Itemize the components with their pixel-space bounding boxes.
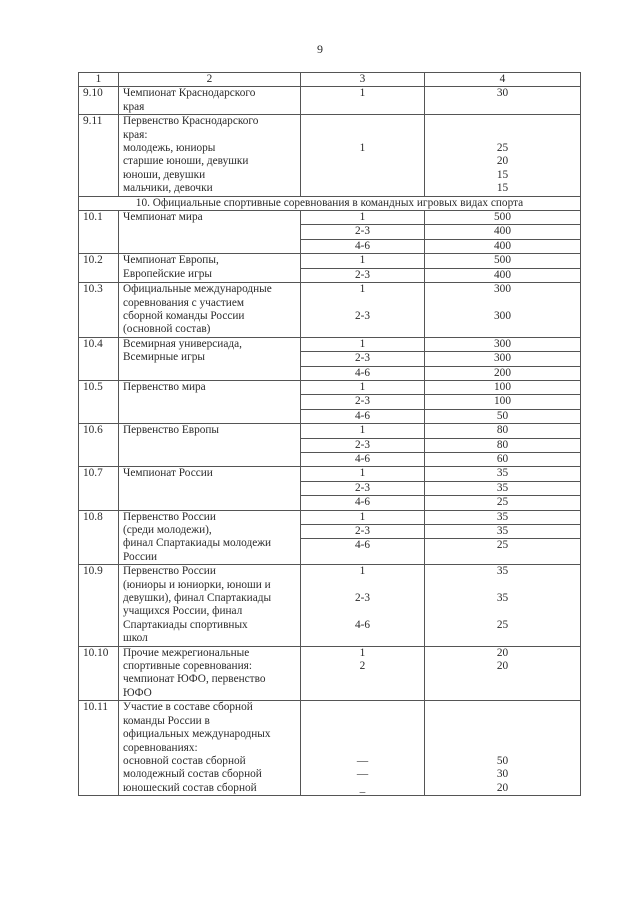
header-cell-3: 3 bbox=[301, 73, 425, 87]
row-number: 10.6 bbox=[79, 424, 119, 467]
points-cell: 400 bbox=[425, 268, 581, 282]
row-number: 10.1 bbox=[79, 211, 119, 254]
place-cell: 1 bbox=[301, 115, 425, 196]
place-cell: 4-6 bbox=[301, 539, 425, 565]
table-row bbox=[79, 380, 581, 394]
place-cell: 4-6 bbox=[301, 239, 425, 253]
row-number: 10.5 bbox=[79, 380, 119, 423]
event-name: Чемпионат мира bbox=[119, 211, 301, 254]
row-number: 9.10 bbox=[79, 87, 119, 115]
points-cell: 100 bbox=[425, 380, 581, 394]
points-cell: 35 bbox=[425, 525, 581, 539]
points-cell: 500 bbox=[425, 211, 581, 225]
points-cell: 25 bbox=[425, 496, 581, 510]
event-name: Чемпионат России bbox=[119, 467, 301, 510]
place-cell: 1 2-3 4-6 bbox=[301, 565, 425, 646]
points-cell: 50 bbox=[425, 409, 581, 423]
table-row bbox=[79, 254, 581, 268]
points-cell: 50 30 20 bbox=[425, 701, 581, 796]
place-cell: 1 bbox=[301, 337, 425, 351]
table-row bbox=[79, 510, 581, 524]
row-number: 10.9 bbox=[79, 565, 119, 646]
points-cell: 60 bbox=[425, 452, 581, 466]
row-number: 10.11 bbox=[79, 701, 119, 796]
points-cell: 80 bbox=[425, 424, 581, 438]
event-name: Участие в составе сборной команды России в официальных международных соревнованиях: основной состав сборной молодежный состав сборной юношеский состав сборной bbox=[119, 701, 301, 796]
points-table bbox=[78, 72, 581, 796]
place-cell: 2-3 bbox=[301, 352, 425, 366]
place-cell: 2-3 bbox=[301, 268, 425, 282]
points-cell: 400 bbox=[425, 239, 581, 253]
row-number: 10.2 bbox=[79, 254, 119, 283]
table-row bbox=[79, 87, 581, 115]
points-cell: 100 bbox=[425, 395, 581, 409]
place-cell: 2-3 bbox=[301, 225, 425, 239]
event-name: Первенство мира bbox=[119, 380, 301, 423]
event-name: Первенство России (юниоры и юниорки, юноши и девушки), финал Спартакиады учащихся России, финал Спартакиады спортивных школ bbox=[119, 565, 301, 646]
place-cell: — — _ bbox=[301, 701, 425, 796]
points-cell: 300 bbox=[425, 352, 581, 366]
points-cell: 30 bbox=[425, 87, 581, 115]
table-row bbox=[79, 211, 581, 225]
section-row bbox=[79, 196, 581, 210]
place-cell: 2-3 bbox=[301, 525, 425, 539]
event-name: Прочие межрегиональные спортивные соревнования: чемпионат ЮФО, первенство ЮФО bbox=[119, 646, 301, 701]
points-cell: 500 bbox=[425, 254, 581, 268]
points-cell: 400 bbox=[425, 225, 581, 239]
table-row bbox=[79, 565, 581, 646]
place-cell: 2-3 bbox=[301, 395, 425, 409]
place-cell: 1 bbox=[301, 380, 425, 394]
table-row bbox=[79, 467, 581, 481]
points-cell: 20 20 bbox=[425, 646, 581, 701]
points-cell: 200 bbox=[425, 366, 581, 380]
place-cell: 4-6 bbox=[301, 496, 425, 510]
place-cell: 4-6 bbox=[301, 366, 425, 380]
place-cell: 1 bbox=[301, 510, 425, 524]
row-number: 10.10 bbox=[79, 646, 119, 701]
table-row bbox=[79, 701, 581, 796]
place-cell: 1 bbox=[301, 87, 425, 115]
event-name: Чемпионат Краснодарского края bbox=[119, 87, 301, 115]
event-name: Официальные международные соревнования с участием сборной команды России (основной состав) bbox=[119, 283, 301, 338]
points-cell: 35 bbox=[425, 510, 581, 524]
place-cell: 1 bbox=[301, 467, 425, 481]
points-cell: 25 20 15 15 bbox=[425, 115, 581, 196]
place-cell: 4-6 bbox=[301, 452, 425, 466]
row-number: 10.3 bbox=[79, 283, 119, 338]
table-row bbox=[79, 115, 581, 196]
header-cell-1: 1 bbox=[79, 73, 119, 87]
table-row bbox=[79, 337, 581, 351]
place-cell: 2-3 bbox=[301, 481, 425, 495]
points-cell: 300 300 bbox=[425, 283, 581, 338]
points-cell: 35 bbox=[425, 481, 581, 495]
place-cell: 1 bbox=[301, 211, 425, 225]
event-name: Первенство Краснодарского края: молодежь, юниоры старшие юноши, девушки юноши, девушки мальчики, девочки bbox=[119, 115, 301, 196]
place-cell: 4-6 bbox=[301, 409, 425, 423]
points-cell: 80 bbox=[425, 438, 581, 452]
row-number: 9.11 bbox=[79, 115, 119, 196]
event-name: Первенство Европы bbox=[119, 424, 301, 467]
page-number: 9 bbox=[317, 42, 323, 56]
table-row bbox=[79, 283, 581, 338]
event-name: Первенство России (среди молодежи), финал Спартакиады молодежи России bbox=[119, 510, 301, 565]
place-cell: 1 2-3 bbox=[301, 283, 425, 338]
header-cell-4: 4 bbox=[425, 73, 581, 87]
row-number: 10.8 bbox=[79, 510, 119, 565]
points-cell: 35 bbox=[425, 467, 581, 481]
header-cell-2: 2 bbox=[119, 73, 301, 87]
header-row bbox=[79, 73, 581, 87]
table-row bbox=[79, 424, 581, 438]
event-name: Всемирная универсиада, Всемирные игры bbox=[119, 337, 301, 380]
row-number: 10.4 bbox=[79, 337, 119, 380]
points-cell: 35 35 25 bbox=[425, 565, 581, 646]
points-cell: 300 bbox=[425, 337, 581, 351]
event-name: Чемпионат Европы, Европейские игры bbox=[119, 254, 301, 283]
place-cell: 1 bbox=[301, 254, 425, 268]
points-cell: 25 bbox=[425, 539, 581, 565]
place-cell: 1 2 bbox=[301, 646, 425, 701]
place-cell: 2-3 bbox=[301, 438, 425, 452]
section-title: 10. Официальные спортивные соревнования в командных игровых видах спорта bbox=[79, 196, 581, 210]
row-number: 10.7 bbox=[79, 467, 119, 510]
table-row bbox=[79, 646, 581, 701]
place-cell: 1 bbox=[301, 424, 425, 438]
